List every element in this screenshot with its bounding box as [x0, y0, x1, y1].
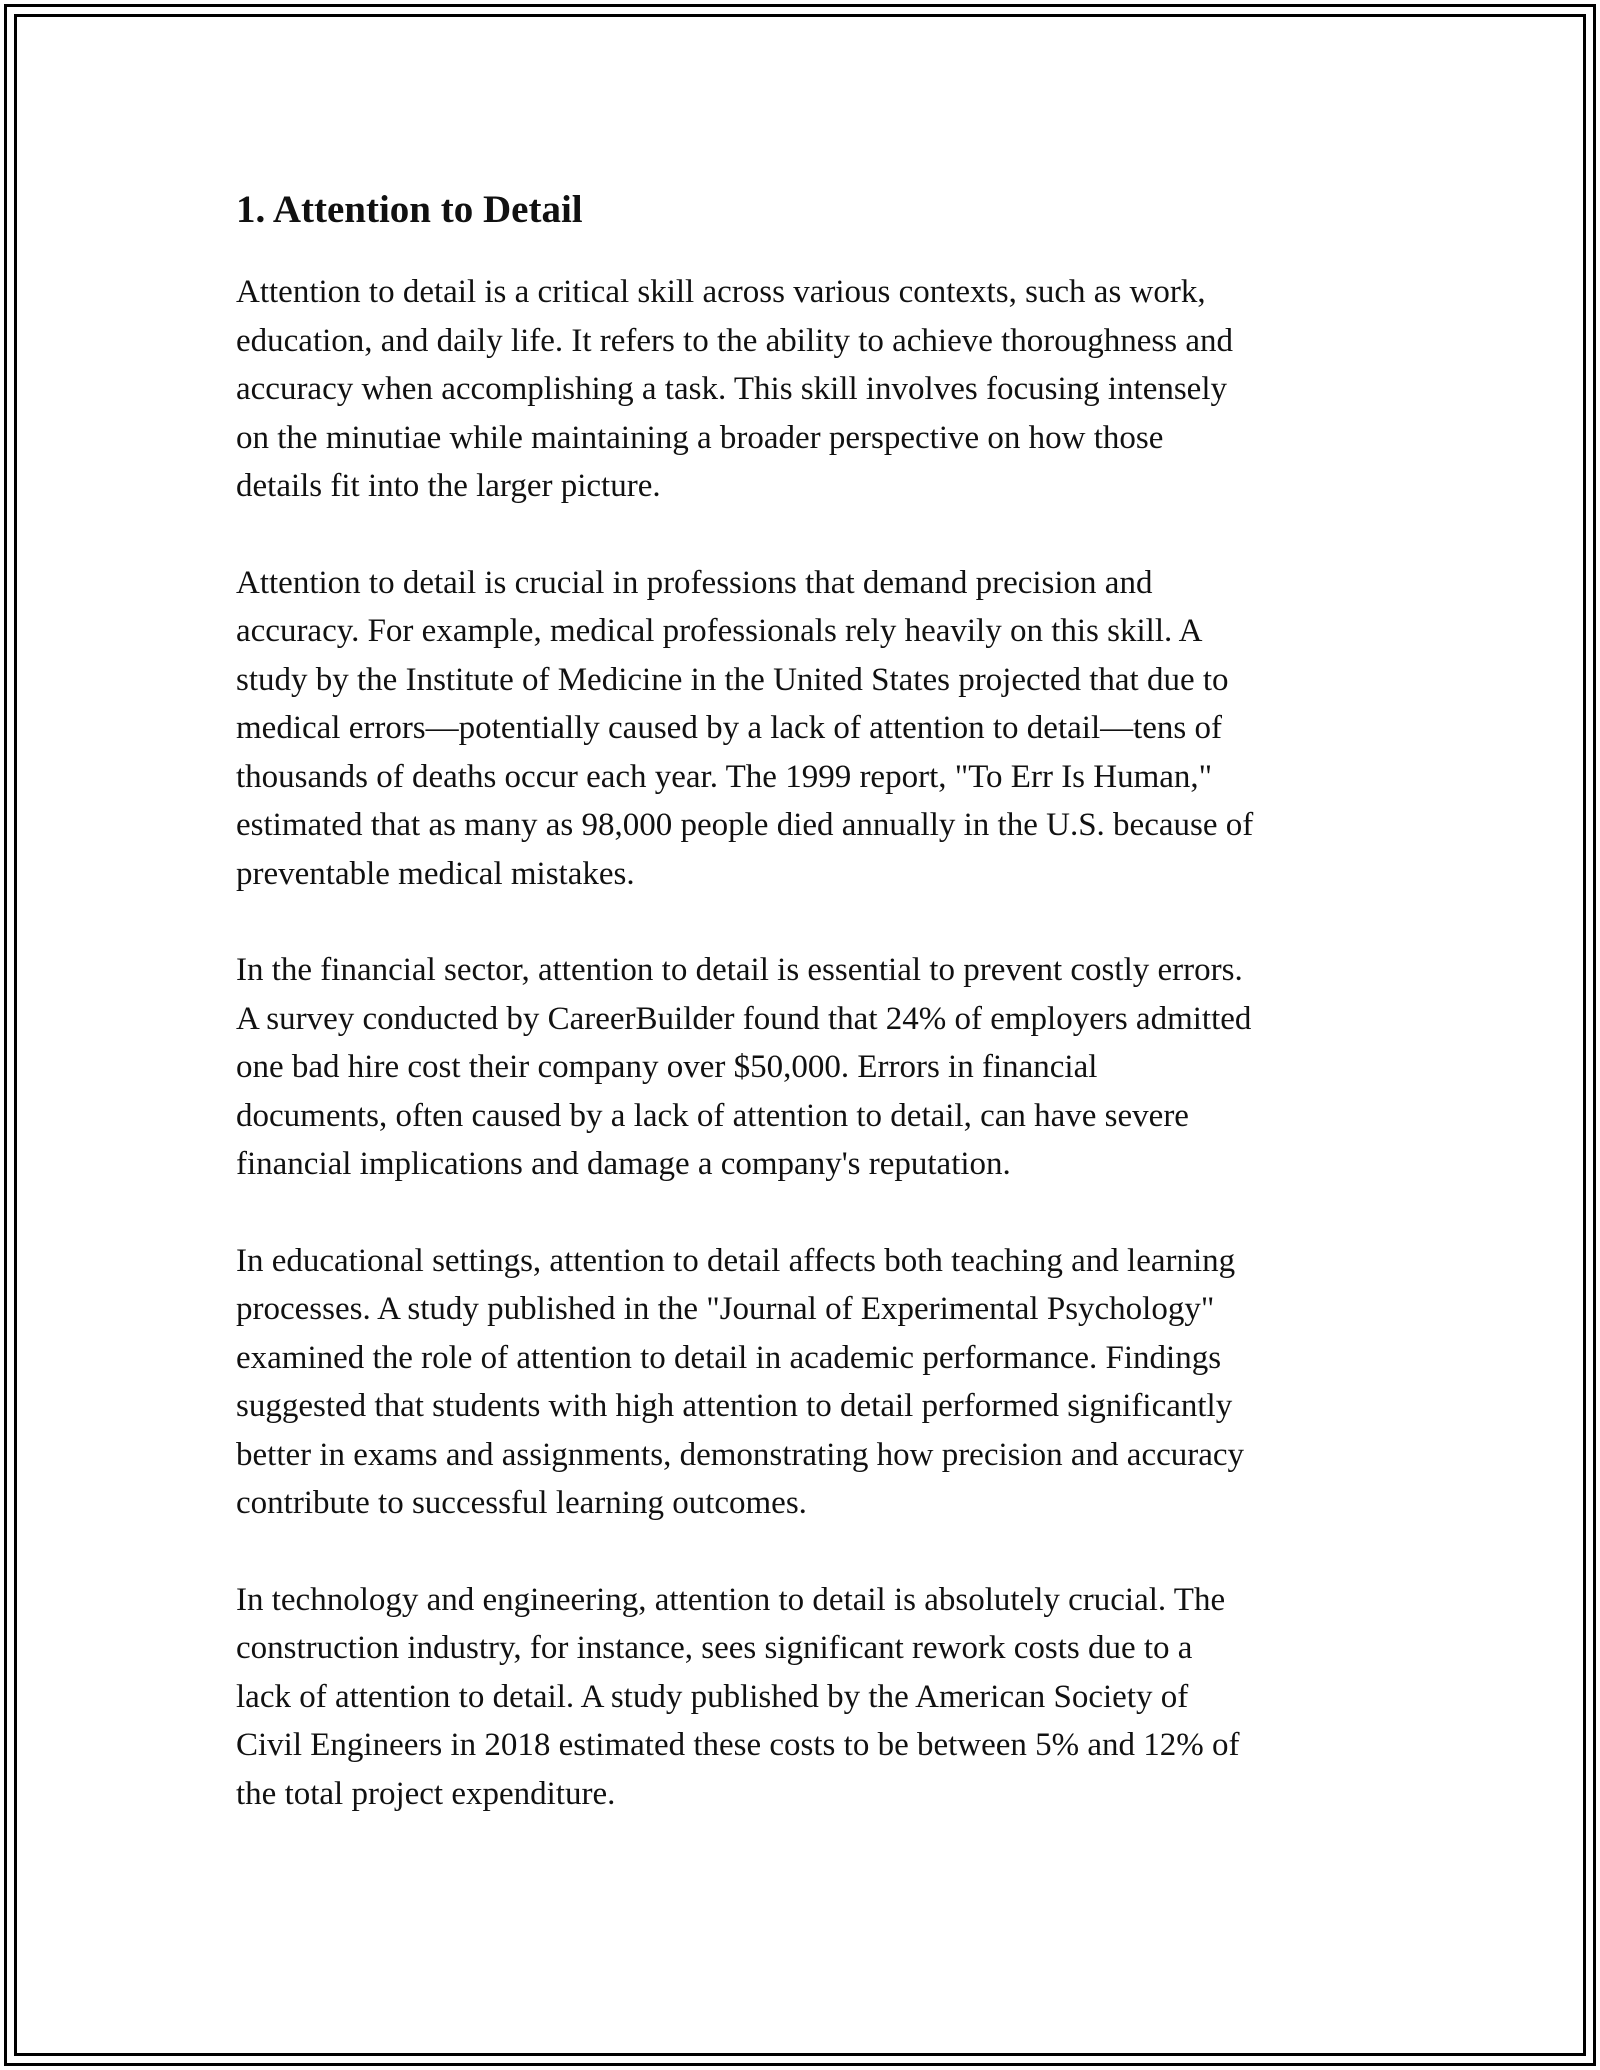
paragraph-line: Civil Engineers in 2018 estimated these costs to be between 5% and 12% of — [236, 1727, 1240, 1763]
paragraph-3 — [236, 946, 1376, 1189]
paragraph-1 — [236, 268, 1376, 511]
paragraph-line: In technology and engineering, attention to detail is absolutely crucial. The — [236, 1581, 1226, 1618]
paragraph-line: better in exams and assignments, demonstrating how precision and accuracy — [236, 1436, 1245, 1473]
paragraph-line: construction industry, for instance, sees significant rework costs due to a — [236, 1630, 1193, 1666]
paragraph-line: processes. A study published in the "Journal of Experimental Psychology" — [236, 1291, 1215, 1327]
paragraph-line: details fit into the larger picture. — [236, 468, 661, 504]
paragraph-line: one bad hire cost their company over $50,000. Errors in financial — [236, 1049, 1098, 1085]
paragraph-line: the total project expenditure. — [236, 1775, 616, 1812]
paragraph-line: thousands of deaths occur each year. The 1999 report, "To Err Is Human," — [236, 758, 1213, 795]
paragraph-line: accuracy. For example, medical professionals rely heavily on this skill. A — [236, 613, 1203, 649]
paragraph-line: A survey conducted by CareerBuilder found that 24% of employers admitted — [236, 1000, 1252, 1037]
paragraph-line: In the financial sector, attention to detail is essential to prevent costly errors. — [236, 952, 1243, 988]
paragraph-line: Attention to detail is crucial in professions that demand precision and — [236, 564, 1153, 601]
paragraph-line: on the minutiae while maintaining a broader perspective on how those — [236, 419, 1164, 456]
paragraph-line: accuracy when accomplishing a task. This skill involves focusing intensely — [236, 371, 1227, 407]
paragraph-line: lack of attention to detail. A study published by the American Society of — [236, 1678, 1189, 1715]
section-heading: 1. Attention to Detail — [236, 188, 583, 231]
paragraph-line: contribute to successful learning outcomes. — [236, 1485, 807, 1521]
paragraph-line: Attention to detail is a critical skill across various contexts, such as work, — [236, 274, 1206, 310]
paragraph-line: In educational settings, attention to detail affects both teaching and learning — [236, 1242, 1236, 1279]
paragraph-line: medical errors—potentially caused by a lack of attention to detail—tens of — [236, 710, 1223, 746]
paragraph-line: financial implications and damage a company's reputation. — [236, 1146, 1011, 1182]
paragraph-line: documents, often caused by a lack of attention to detail, can have severe — [236, 1097, 1189, 1134]
paragraph-line: examined the role of attention to detail in academic performance. Findings — [236, 1339, 1222, 1376]
paragraph-2 — [236, 559, 1376, 899]
document-body — [236, 184, 1376, 1866]
paragraph-line: preventable medical mistakes. — [236, 855, 635, 892]
paragraph-line: estimated that as many as 98,000 people died annually in the U.S. because of — [236, 807, 1254, 843]
paragraph-line: suggested that students with high attention to detail performed significantly — [236, 1388, 1233, 1424]
paragraph-line: education, and daily life. It refers to the ability to achieve thoroughness and — [236, 322, 1234, 359]
paragraph-line: study by the Institute of Medicine in the United States projected that due to — [236, 661, 1229, 698]
paragraph-5 — [236, 1576, 1376, 1819]
paragraph-4 — [236, 1237, 1376, 1528]
